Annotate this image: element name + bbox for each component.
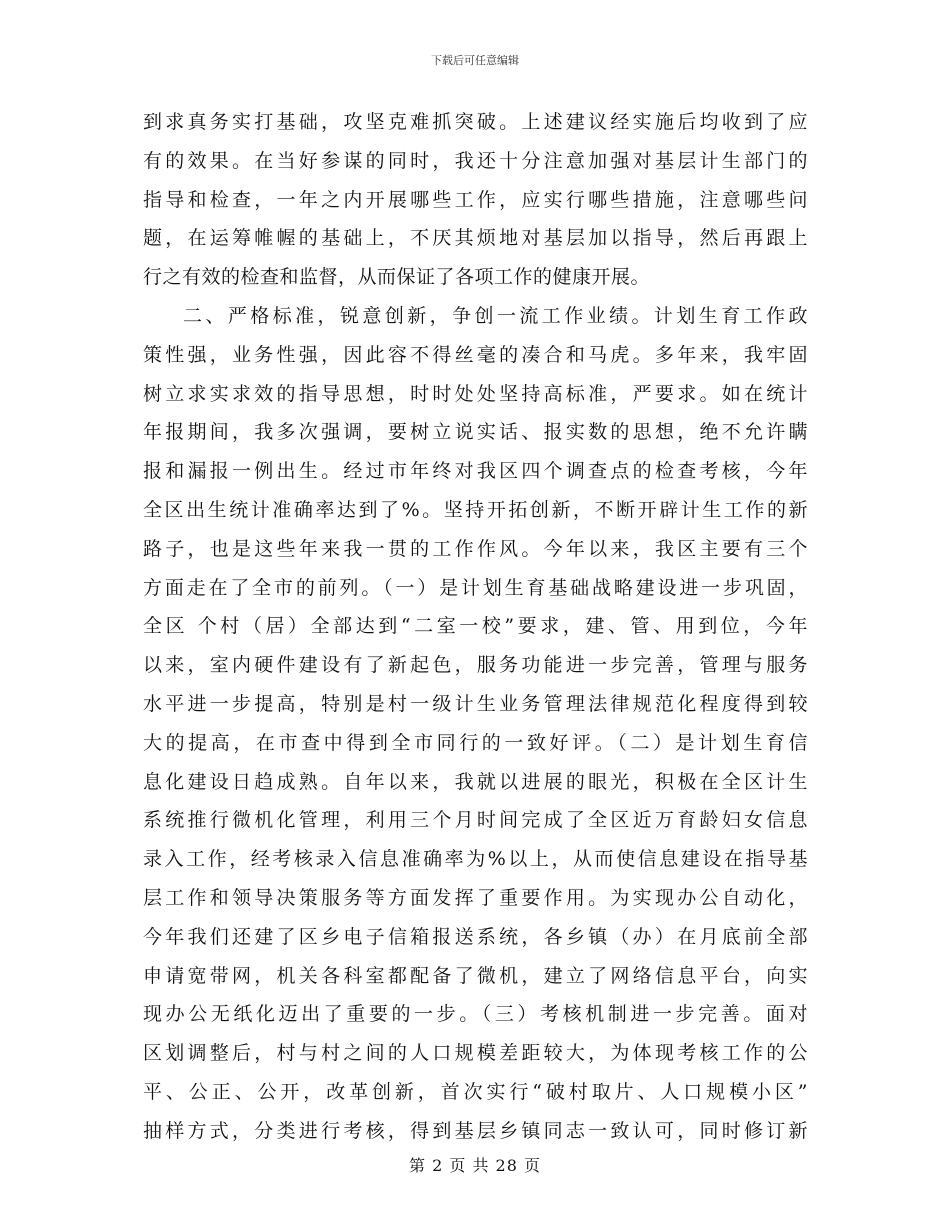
page-header-note: 下载后可任意编辑: [431, 54, 519, 67]
text-line: 路子，也是这些年来我一贯的工作作风。今年以来，我区主要有三个: [143, 537, 808, 560]
text-line: 息化建设日趋成熟。自年以来，我就以进展的眼光，积极在全区计生: [143, 770, 808, 793]
text-line: 以来，室内硬件建设有了新起色，服务功能进一步完善，管理与服务: [143, 654, 808, 677]
text-line: 区划调整后，村与村之间的人口规模差距较大，为体现考核工作的公: [143, 1042, 808, 1065]
text-line: 全区出生统计准确率达到了%。坚持开拓创新，不断开辟计生工作的新: [143, 498, 808, 521]
text-line: 行之有效的检查和监督，从而保证了各项工作的健康开展。: [143, 266, 651, 289]
text-line: 水平进一步提高，特别是村一级计生业务管理法律规范化程度得到较: [143, 692, 808, 715]
text-line: 全区 个村（居）全部达到“二室一校”要求，建、管、用到位，今年: [143, 615, 808, 638]
text-line: 有的效果。在当好参谋的同时，我还十分注意加强对基层计生部门的: [143, 149, 808, 172]
text-line: 指导和检查，一年之内开展哪些工作，应实行哪些措施，注意哪些问: [143, 188, 808, 211]
text-line: 申请宽带网，机关各科室都配备了微机，建立了网络信息平台，向实: [143, 964, 808, 987]
page-number-footer: 第 2 页 共 28 页: [409, 1156, 541, 1175]
text-line: 抽样方式，分类进行考核，得到基层乡镇同志一致认可，同时修订新: [143, 1119, 808, 1142]
text-line: 树立求实求效的指导思想，时时处处坚持高标准，严要求。如在统计: [143, 382, 808, 405]
paragraph-start-line: 二、严格标准，锐意创新，争创一流工作业绩。计划生育工作政: [183, 304, 808, 327]
text-line: 今年我们还建了区乡电子信箱报送系统，各乡镇（办）在月底前全部: [143, 925, 808, 948]
text-line: 平、公正、公开，改革创新，首次实行“破村取片、人口规模小区”: [143, 1080, 808, 1103]
text-line: 到求真务实打基础，攻坚克难抓突破。上述建议经实施后均收到了应: [143, 111, 808, 133]
body-text: [143, 103, 808, 1151]
text-line: 年报期间，我多次强调，要树立说实话、报实数的思想，绝不允许瞒: [143, 421, 808, 444]
text-line: 策性强，业务性强，因此容不得丝毫的凑合和马虎。多年来，我牢固: [143, 343, 808, 366]
text-line: 层工作和领导决策服务等方面发挥了重要作用。为实现办公自动化，: [143, 886, 808, 909]
text-line: 题，在运筹帷幄的基础上，不厌其烦地对基层加以指导，然后再跟上: [143, 227, 808, 250]
text-line: 录入工作，经考核录入信息准确率为%以上，从而使信息建设在指导基: [143, 848, 808, 871]
text-line: 报和漏报一例出生。经过市年终对我区四个调查点的检查考核，今年: [143, 460, 808, 483]
text-line: 现办公无纸化迈出了重要的一步。（三）考核机制进一步完善。面对: [143, 1003, 808, 1026]
text-line: 方面走在了全市的前列。（一）是计划生育基础战略建设进一步巩固，: [143, 576, 808, 599]
text-line: 系统推行微机化管理，利用三个月时间完成了全区近万育龄妇女信息: [143, 809, 808, 832]
text-line: 大的提高，在市查中得到全市同行的一致好评。（二）是计划生育信: [143, 731, 808, 754]
